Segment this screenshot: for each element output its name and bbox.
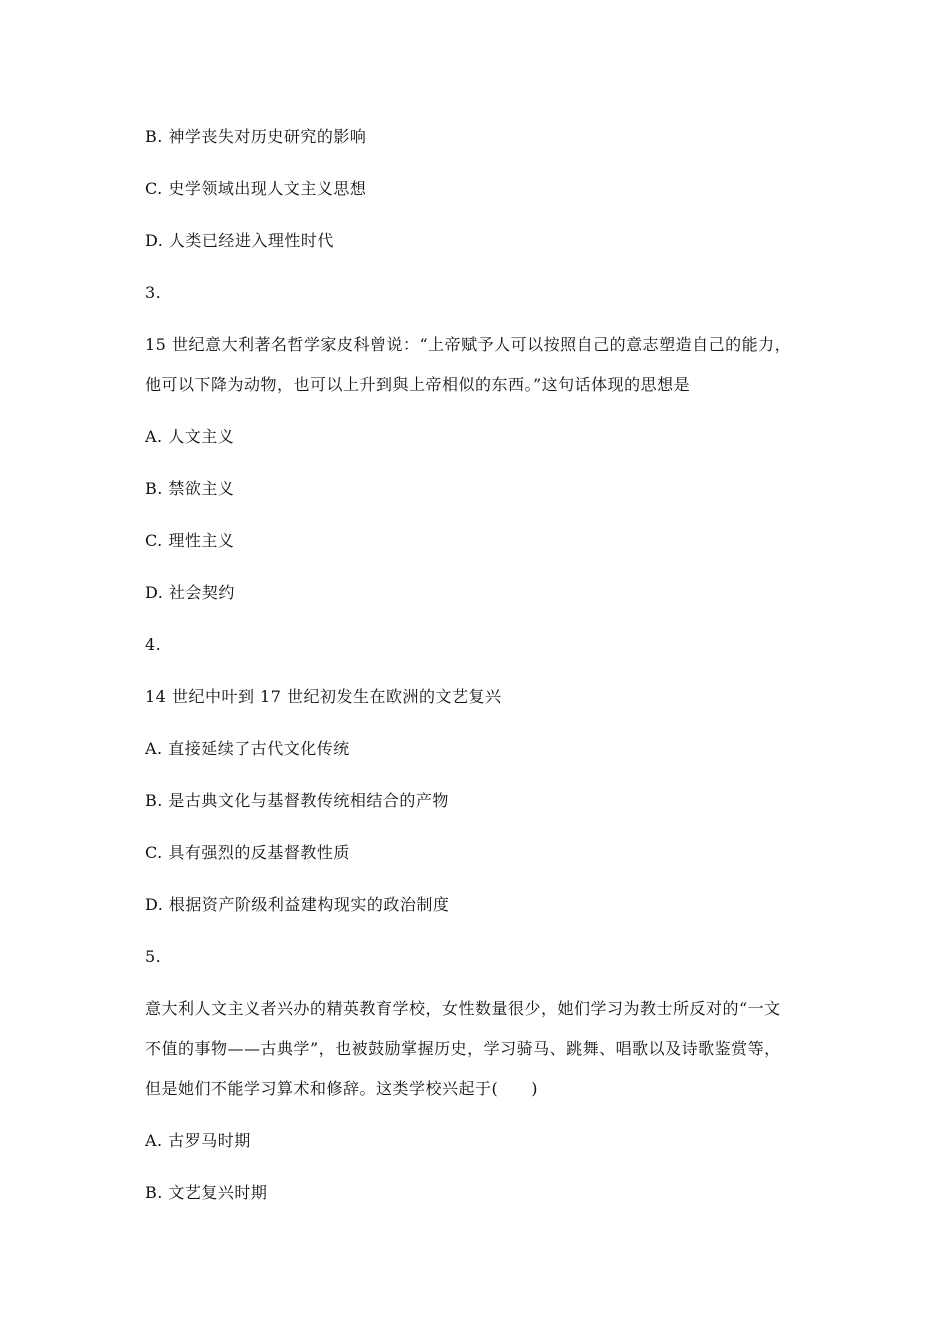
question-2-option-c: C. 史学领域出现人文主义思想 — [145, 179, 367, 198]
question-3-option-a: A. 人文主义 — [145, 427, 235, 446]
question-4-option-b: B. 是古典文化与基督教传统相结合的产物 — [145, 791, 449, 810]
question-2-option-d: D. 人类已经进入理性时代 — [145, 231, 334, 250]
question-3-stem-line-2: 他可以下降为动物，也可以上升到與上帝相似的东西。”这句话体现的思想是 — [145, 375, 691, 394]
question-4-stem-line-1: 14 世纪中叶到 17 世纪初发生在欧洲的文艺复兴 — [145, 687, 502, 706]
question-2-option-b: B. 神学丧失对历史研究的影响 — [145, 127, 367, 146]
question-3-option-b: B. 禁欲主义 — [145, 479, 235, 498]
question-3-stem-line-1: 15 世纪意大利著名哲学家皮科曾说：“上帝赋予人可以按照自己的意志塑造自己的能力， — [145, 335, 792, 354]
question-3-option-d: D. 社会契约 — [145, 583, 235, 602]
question-5-option-b: B. 文艺复兴时期 — [145, 1183, 268, 1202]
question-3-number: 3. — [145, 283, 162, 302]
question-5-option-a: A. 古罗马时期 — [145, 1131, 251, 1150]
question-5-stem-line-1: 意大利人文主义者兴办的精英教育学校，女性数量很少，她们学习为教士所反对的“一文 — [145, 999, 781, 1018]
question-5-number: 5. — [145, 947, 162, 966]
question-5-stem-line-3: 但是她们不能学习算术和修辞。这类学校兴起于( ) — [145, 1079, 538, 1098]
question-4-option-a: A. 直接延续了古代文化传统 — [145, 739, 350, 758]
question-4-option-c: C. 具有强烈的反基督教性质 — [145, 843, 350, 862]
question-3-option-c: C. 理性主义 — [145, 531, 235, 550]
question-4-number: 4. — [145, 635, 162, 654]
question-5-stem-line-2: 不值的事物——古典学”，也被鼓励掌握历史，学习骑马、跳舞、唱歌以及诗歌鉴赏等， — [145, 1039, 781, 1058]
question-4-option-d: D. 根据资产阶级利益建构现实的政治制度 — [145, 895, 450, 914]
